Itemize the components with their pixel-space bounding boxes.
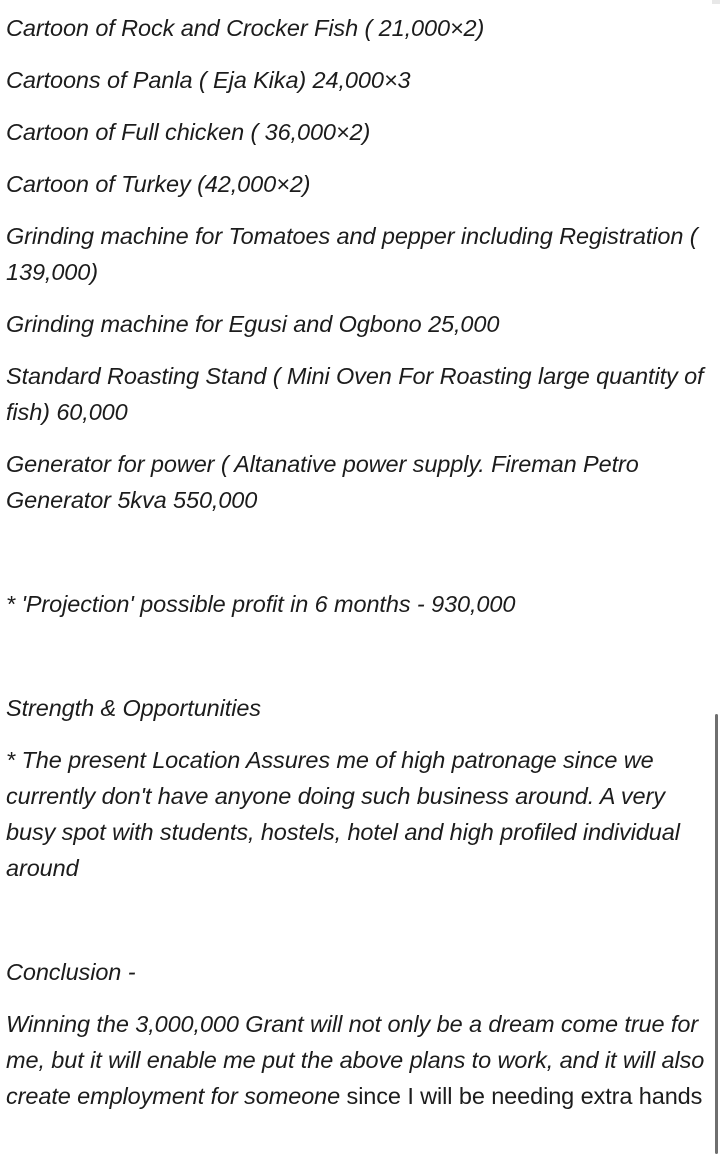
scrollbar-thumb[interactable]: [715, 714, 718, 1154]
strength-heading: Strength & Opportunities: [6, 695, 261, 721]
document-body: [6, 10, 714, 1130]
item-line-4: Cartoon of Turkey (42,000×2): [6, 171, 311, 197]
strength-paragraph: * The present Location Assures me of high patronage since we currently don't have anyone doing such business around. A very busy spot with students, hostels, hotel and high profiled individual around: [6, 747, 680, 881]
item-line-7: Standard Roasting Stand ( Mini Oven For Roasting large quantity of fish) 60,000: [6, 363, 704, 425]
spacer: [6, 534, 714, 586]
conclusion-plain-text: since I will be needing extra hands: [340, 1083, 703, 1109]
item-line-3: Cartoon of Full chicken ( 36,000×2): [6, 119, 371, 145]
item-line-6: Grinding machine for Egusi and Ogbono 25,000: [6, 311, 500, 337]
conclusion-paragraph: [6, 1006, 714, 1114]
scroll-track-top: [712, 0, 720, 4]
conclusion-heading: Conclusion -: [6, 959, 136, 985]
conclusion-italic-text: Winning the 3,000,000 Grant will not only be a dream come true for me, but it will enable me put the above plans to work, and it will also create employment for someone: [6, 1011, 705, 1109]
item-line-5: Grinding machine for Tomatoes and pepper including Registration ( 139,000): [6, 223, 698, 285]
item-line-8: Generator for power ( Altanative power supply. Fireman Petro Generator 5kva 550,000: [6, 451, 639, 513]
spacer: [6, 638, 714, 690]
projection-line: * 'Projection' possible profit in 6 months - 930,000: [6, 591, 516, 617]
item-line-1: Cartoon of Rock and Crocker Fish ( 21,000×2): [6, 15, 485, 41]
item-line-2: Cartoons of Panla ( Eja Kika) 24,000×3: [6, 67, 411, 93]
spacer: [6, 902, 714, 954]
